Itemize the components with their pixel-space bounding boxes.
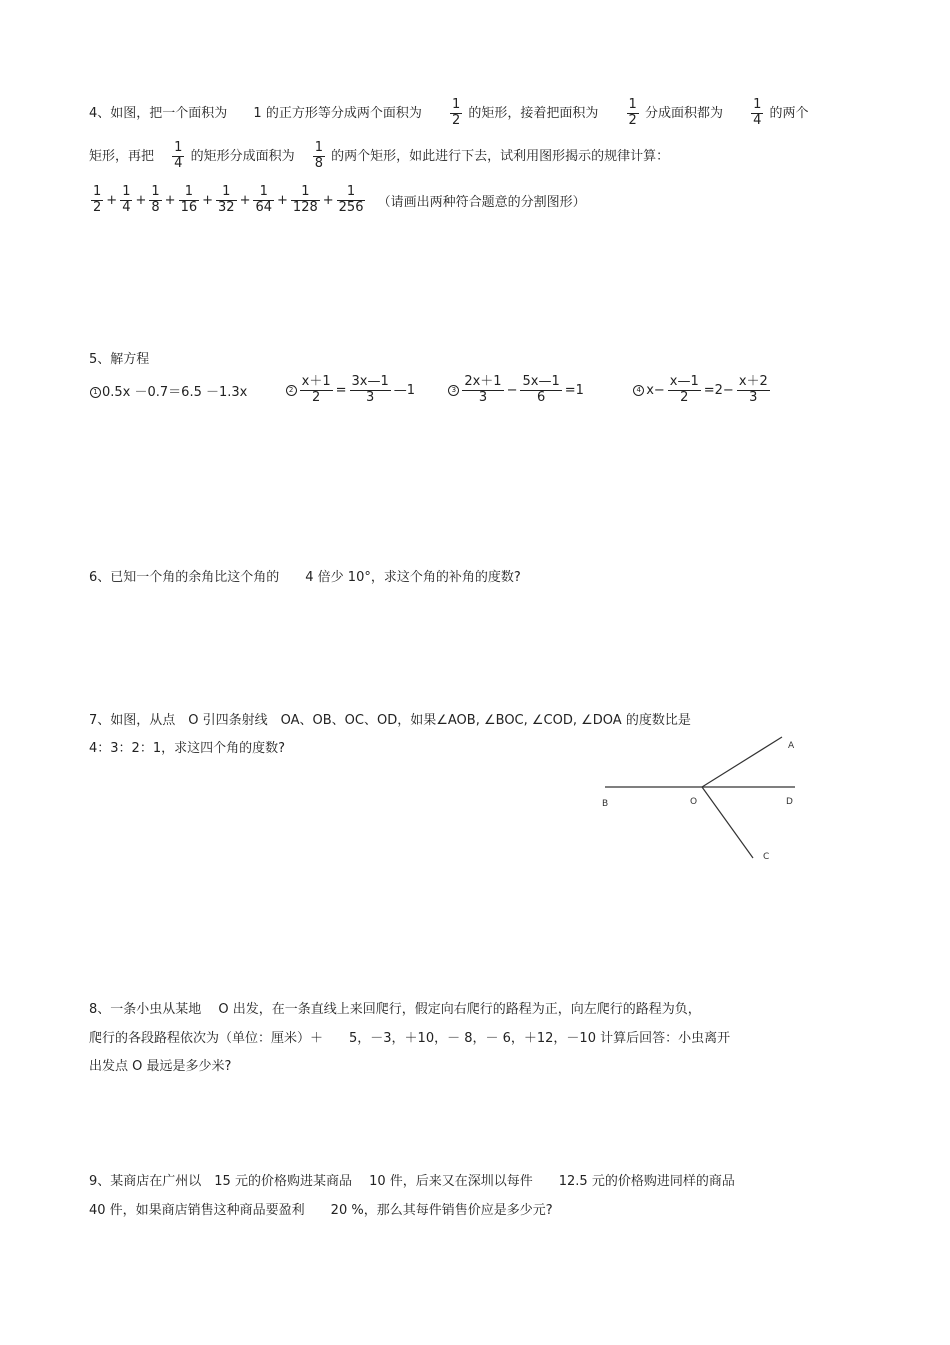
plus-sign: + xyxy=(164,192,176,208)
q5-title: 5、解方程 xyxy=(89,352,150,367)
label-d: D xyxy=(786,797,793,807)
q4-text: 的两个 xyxy=(769,105,809,121)
q4-line1 xyxy=(89,98,809,129)
fraction: $\frac{1}{128}$ xyxy=(292,184,318,215)
q4-sum xyxy=(89,185,587,216)
q4-text: 的矩形分成面积为 xyxy=(190,148,295,164)
q4-line2 xyxy=(89,141,669,172)
fraction: $\frac{1}{2}$ xyxy=(451,97,461,128)
q4-text: 矩形，再把 xyxy=(89,148,155,164)
q7-line2: 4：3：2：1，求这四个角的度数? xyxy=(89,741,285,756)
q7-line1: 7、如图，从点 O 引四条射线 OA、OB、OC、OD，如果∠AOB, ∠BOC, ∠COD, ∠DOA 的度数比是 xyxy=(89,713,691,728)
fraction: $\frac{1}{16}$ xyxy=(180,184,198,215)
plus-sign: + xyxy=(239,192,251,208)
q5-equations xyxy=(89,375,773,406)
label-a: A xyxy=(788,741,795,751)
label-b: B xyxy=(602,799,609,809)
q8-line1: 8、一条小虫从某地 O 出发，在一条直线上来回爬行，假定向右爬行的路程为正，向左爬行的路程为负， xyxy=(89,1002,701,1017)
q4-text: 分成面积都为 xyxy=(644,105,723,121)
circled-number: 2 xyxy=(286,385,297,396)
ray-oc xyxy=(702,787,753,858)
q8-line3: 出发点 O 最远是多少米? xyxy=(89,1059,232,1074)
q4-text: 4、如图，把一个面积为 xyxy=(89,105,228,121)
plus-sign: + xyxy=(135,192,147,208)
plus-sign: + xyxy=(106,192,118,208)
fraction: $\frac{1}{2}$ xyxy=(628,97,637,128)
fraction: $\frac{1}{4}$ xyxy=(122,184,131,215)
equation-4: 4 x− $\frac{x—1}{2}$ =2− $\frac{x+2}{3}$ xyxy=(633,375,772,406)
circled-number: 1 xyxy=(90,387,101,398)
q9-line1: 9、某商店在广州以 15 元的价格购进某商品 10 件，后来又在深圳以每件 12.5 元的价格购进同样的商品 xyxy=(89,1174,735,1189)
q8-line2: 爬行的各段路程依次为（单位：厘米）＋ 5，－3，＋10，－ 8，－ 6，＋12，－10 计算后回答：小虫离开 xyxy=(89,1031,731,1046)
q4-text: 的两个矩形，如此进行下去，试利用图形揭示的规律计算： xyxy=(331,148,670,164)
plus-sign: + xyxy=(277,192,288,208)
ray-diagram xyxy=(595,730,805,865)
fraction: $\frac{1}{8}$ xyxy=(314,140,324,171)
plus-sign: + xyxy=(202,192,214,208)
fraction: $\frac{1}{4}$ xyxy=(753,97,762,128)
fraction: $\frac{1}{32}$ xyxy=(218,184,235,215)
fraction: $\frac{1}{256}$ xyxy=(338,184,364,215)
q4-note: （请画出两种符合题意的分割图形） xyxy=(377,194,586,210)
equation-3: 3 $\frac{2x+1}{3}$ − $\frac{5x—1}{6}$ =1 xyxy=(448,375,585,406)
equation-1: 1 0.5x －0.7＝6.5 －1.3x xyxy=(90,381,247,400)
q4-text: 1 的正方形等分成两个面积为 xyxy=(253,105,422,121)
plus-sign: + xyxy=(322,192,334,208)
fraction: $\frac{1}{2}$ xyxy=(93,184,102,215)
ray-oa xyxy=(702,737,782,787)
fraction: $\frac{1}{8}$ xyxy=(151,184,160,215)
circled-number: 4 xyxy=(633,385,644,396)
q6-text: 6、已知一个角的余角比这个角的 4 倍少 10°，求这个角的补角的度数? xyxy=(89,570,521,585)
fraction: $\frac{1}{4}$ xyxy=(174,140,183,171)
q4-text: 的矩形，接着把面积为 xyxy=(468,105,599,121)
circled-number: 3 xyxy=(448,385,459,396)
label-o: O xyxy=(690,797,698,807)
q9-line2: 40 件，如果商店销售这种商品要盈利 20 %，那么其每件销售价应是多少元? xyxy=(89,1203,553,1218)
fraction: $\frac{1}{64}$ xyxy=(255,184,273,215)
equation-2: 2 $\frac{x+1}{2}$ = $\frac{3x—1}{3}$ —1 xyxy=(286,375,416,406)
label-c: C xyxy=(763,852,770,862)
